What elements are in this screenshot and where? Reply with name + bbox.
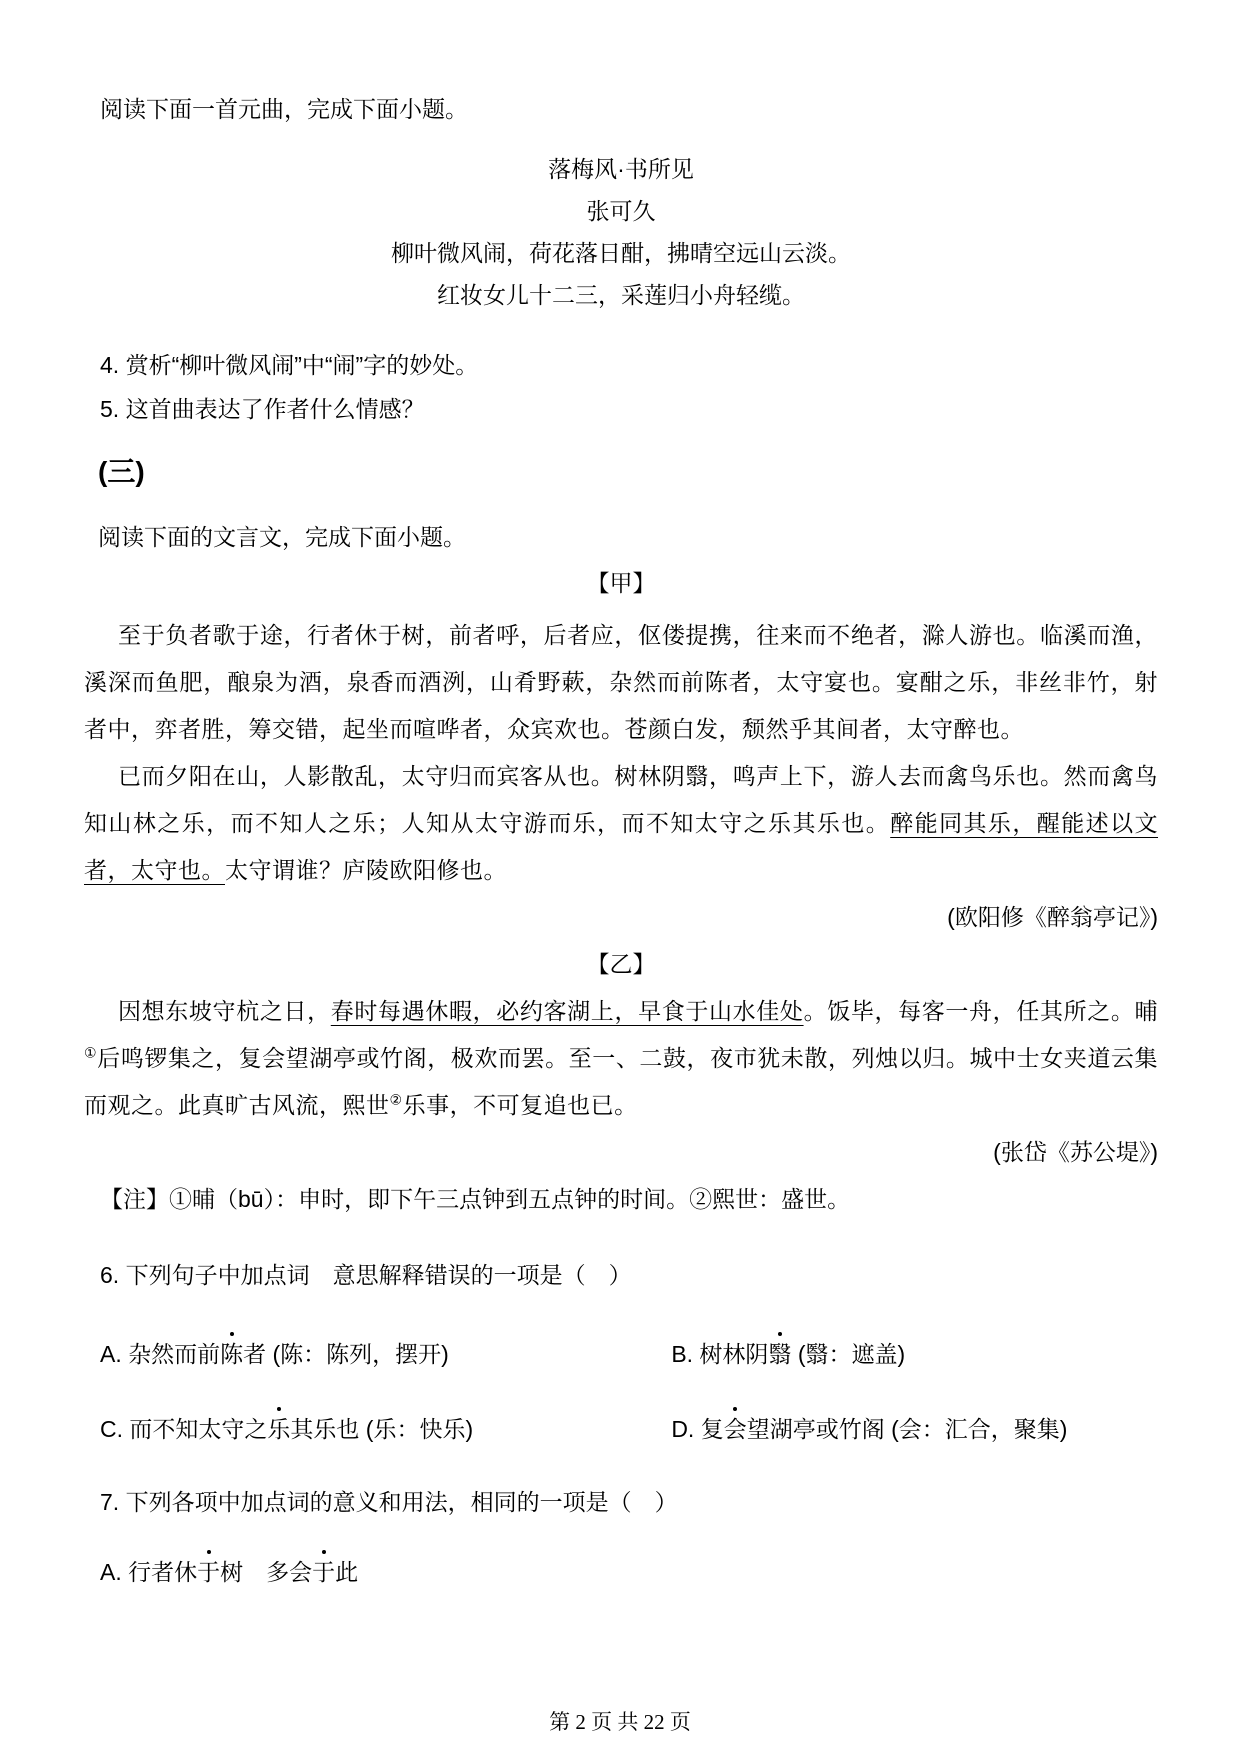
text-segment: C. 而不知太守之 <box>100 1416 268 1442</box>
text-segment: 。饭毕，每客一舟，任其所之。晡 <box>803 998 1159 1024</box>
text-segment: 乐事，不可复追也已。 <box>402 1092 638 1118</box>
passage-jia-paragraph-2 <box>84 753 1158 894</box>
passage-jia-source: (欧阳修《醉翁亭记》) <box>947 904 1158 930</box>
text-segment: D. 复 <box>671 1416 724 1442</box>
question-7-stem: 7. 下列各项中加点词的意义和用法，相同的一项是（ ） <box>100 1489 678 1515</box>
poem-author: 张可久 <box>586 198 656 224</box>
passage-jia-paragraph-1 <box>84 612 1158 753</box>
poem-line-2: 红妆女儿十二三，采莲归小舟轻缆。 <box>437 282 805 308</box>
text-segment: 后鸣锣集之，复会望湖亭或竹阁，极欢而罢。至一、二鼓，夜市犹未散，列烛以归。城中士女夹道云集而观之。此真旷古风流，熙世 <box>84 1045 1159 1118</box>
text-segment: 者 (陈：陈列，摆开) <box>243 1341 449 1367</box>
question-6-option-d <box>671 1412 1158 1446</box>
underlined-text: 春时每遇休暇，必约客湖上，早食于山水佳处 <box>330 998 804 1024</box>
reading-instruction-poem: 阅读下面一首元曲，完成下面小题。 <box>100 96 468 122</box>
emphasis-dot-char: 会 <box>723 1416 747 1442</box>
emphasis-dot-char: 乐 <box>267 1416 291 1442</box>
question-6-option-b <box>671 1337 1158 1371</box>
text-segment: 太守谓谁？庐陵欧阳修也。 <box>225 857 507 883</box>
text-segment: 其乐也 (乐：快乐) <box>290 1416 474 1442</box>
question-6-stem: 6. 下列句子中加点词 意思解释错误的一项是（ ） <box>100 1262 632 1288</box>
emphasis-dot-char: 于 <box>197 1559 221 1585</box>
page-footer: 第 2 页 共 22 页 <box>549 1710 691 1734</box>
question-6-option-c <box>100 1412 671 1446</box>
emphasis-dot-char: 翳 <box>768 1341 792 1367</box>
footnote: 【注】①晡（bū）：申时，即下午三点钟到五点钟的时间。②熙世：盛世。 <box>100 1186 851 1212</box>
question-7-option-a <box>100 1555 1158 1589</box>
text-segment: 望湖亭或竹阁 (会：汇合，聚集) <box>746 1416 1068 1442</box>
question-6-options <box>100 1337 1158 1446</box>
text-segment: (翳：遮盖) <box>791 1341 906 1367</box>
text-segment: B. 树林阴 <box>671 1341 769 1367</box>
text-segment: A. 行者休 <box>100 1559 198 1585</box>
passage-yi-label: 【乙】 <box>586 951 656 977</box>
passage-jia-label: 【甲】 <box>586 570 656 596</box>
emphasis-dot-char: 于 <box>312 1559 336 1585</box>
question-4: 4. 赏析“柳叶微风闹”中“闹”字的妙处。 <box>100 352 479 378</box>
question-6-option-a <box>100 1337 671 1371</box>
text-segment: 至于负者歌于途，行者休于树，前者呼，后者应，伛偻提携，往来而不绝者，滁人游也。临溪而渔，溪深而鱼肥，酿泉为酒，泉香而酒洌，山肴野蔌，杂然而前陈者，太守宴也。宴酣之乐，非丝非竹，射者中，弈者胜，筹交错，起坐而喧哗者，众宾欢也。苍颜白发，颓然乎其间者，太守醉也。 <box>84 622 1158 742</box>
text-segment: 已而夕阳在山，人影散乱，太守归而宾客从也。树林阴翳，鸣声上下，游人去而禽鸟乐也。然而禽鸟知山林之乐，而不知人之乐；人知从太守游而乐，而不知太守之乐其乐也。 <box>84 763 1158 836</box>
underlined-text: 醉能同其乐，醒能述以文者，太守也。 <box>84 810 1159 883</box>
section-heading-three: (三) <box>98 456 145 487</box>
superscript-note-ref: ② <box>389 1091 403 1108</box>
reading-instruction-classical: 阅读下面的文言文，完成下面小题。 <box>98 524 466 550</box>
text-segment: 此 <box>335 1559 359 1585</box>
emphasis-dot-char: 陈 <box>220 1341 244 1367</box>
text-segment: A. 杂然而前 <box>100 1341 221 1367</box>
superscript-note-ref: ① <box>84 1044 98 1061</box>
text-segment: 因想东坡守杭之日， <box>118 998 331 1024</box>
question-5: 5. 这首曲表达了作者什么情感？ <box>100 396 425 422</box>
text-segment: 树 多会 <box>220 1559 313 1585</box>
passage-yi-paragraph <box>84 988 1158 1129</box>
poem-line-1: 柳叶微风闹，荷花落日酣，拂晴空远山云淡。 <box>391 240 851 266</box>
poem-title: 落梅风·书所见 <box>548 156 694 182</box>
passage-yi-source: (张岱《苏公堤》) <box>993 1139 1158 1165</box>
